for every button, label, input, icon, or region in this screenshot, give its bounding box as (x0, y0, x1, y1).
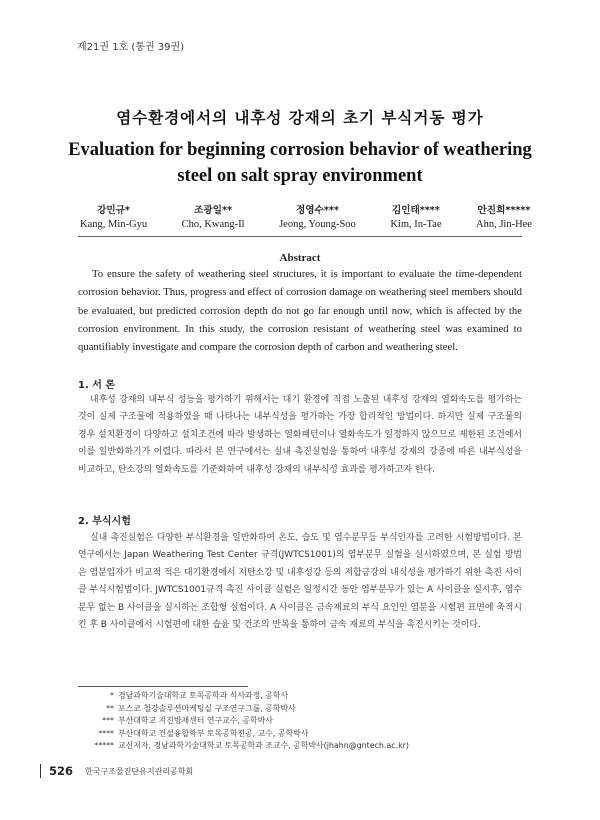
footnote-text: 포스코 철강솔루션마케팅실 구조연구그룹, 공학박사 (118, 703, 296, 713)
footnote-mark: **** (98, 728, 114, 738)
footnote (78, 728, 409, 741)
footnote-mark: ***** (94, 741, 114, 751)
footnote-text: 경남과학기술대학교 토목공학과 석사과정, 공학사 (118, 691, 289, 700)
author (476, 202, 532, 230)
abstract-body: To ensure the safety of weathering steel structures, it is important to evaluate the time-dependent corrosion behavior. Thus, progress and effect of corrosion damage on weathering steel members should be evaluated, but predicted corrosion depth do not go far enough until now, which is affected by the corrosion environment. In this study, the corrosion resistant of weathering steel was examined to quantifiably investigate and compare the corrosion depth of carbon and weathering steel. (78, 268, 522, 354)
footnote-divider (78, 686, 248, 687)
footnotes (78, 690, 409, 753)
english-title (60, 137, 540, 189)
footnote-mark: ** (106, 703, 114, 713)
section-body-corrosion-test: 실내 촉진실험은 다양한 부식환경을 일반화하여 온도, 습도 및 염수분무등 부식인자를 고려한 시험방법이다. 본 연구에서는 Japan Weathering Test Center 규격(JWTCS1001)의 염부분무 실험을 실시하였으며, 본 실험 방법은 염분입자가 비교적 적은 대기환경에서 저탄소강 및 내후성강 등의 저합금강의 내식성을 평가하기 위한 촉진 사이클 부식시험법이다. JWTCS1001규격 촉진 사이클 실험은 일정시간 동안 염부분무가 있는 A 사이클을 실시후, 염수분무 없는 B 사이클을 실시하는 조합형 실험이다. A 사이클은 금속재료의 부식 요인인 염분을 시험편 표면에 축적시킨 후 B 사이클에서 시험편에 대한 습윤 및 건조의 반복을 통하여 금속 재료의 부식을 촉진시키는 것이다. (78, 533, 522, 631)
author (182, 202, 245, 230)
section-heading-corrosion-test: 2. 부식시험 (78, 516, 131, 527)
author (390, 202, 441, 230)
author-name-ko: 강민규* (97, 205, 130, 216)
author-name-ko: 정영수*** (296, 205, 339, 216)
page-number: 526 (40, 764, 73, 778)
author-name-en: Cho, Kwang-Il (181, 219, 245, 230)
abstract-heading: Abstract (279, 252, 321, 264)
english-title-line-1: Evaluation for beginning corrosion behavior of weathering (68, 140, 532, 160)
author-name-en: Kang, Min-Gyu (80, 219, 148, 230)
author (80, 202, 147, 230)
footnote (78, 715, 409, 728)
author-name-ko: 조광일** (194, 205, 232, 216)
author-name-ko: 안진희***** (477, 205, 531, 216)
author-name-en: Ahn, Jin-Hee (475, 219, 532, 230)
korean-title: 염수환경에서의 내후성 강재의 초기 부식거동 평가 (116, 109, 484, 127)
section-body-introduction: 내후성 강재의 내부식 성능을 평가하기 위해서는 대기 환경에 직접 노출된 내후성 강재의 열화속도를 평가하는 것이 실제 구조물에 적용하였을 때 나타나는 내부식성을 평가하는 가장 합리적인 방법이다. 하지만 실제 구조물의 경우 설치환경이 다양하고 설치조건에 따라 발생하는 열화패턴이나 열화속도가 일정하지 않으므로 제한된 조건에서 이를 일반화하기가 어렵다. 따라서 본 연구에서는 실내 촉진실험을 통하여 내후성 강재의 강종에 따른 내부식성을 비교하고, 탄소강의 열화속도를 기준화하여 내후성 강재의 내부식성 효과를 평가하고자 한다. (78, 395, 522, 475)
author-divider (78, 236, 522, 237)
author-name-en: Jeong, Young-Soo (279, 219, 356, 230)
author (279, 202, 356, 230)
footnote-text: 부산대학교 지진방재센터 연구교수, 공학박사 (118, 716, 273, 726)
footnote (78, 690, 409, 703)
english-title-line-2: steel on salt spray environment (177, 166, 423, 186)
footnote-mark: * (110, 691, 114, 700)
footnote-text: 교신저자, 경남과학기술대학교 토목공학과 조교수, 공학박사(jhahn@gntech.ac.kr) (118, 741, 409, 751)
author-name-ko: 김인태**** (391, 205, 440, 216)
author-name-en: Kim, In-Tae (390, 219, 442, 230)
author-list (80, 202, 532, 230)
footnote-text: 부산대학교 건설융합학부 토목공학전공, 교수, 공학박사 (118, 728, 309, 738)
footnote-mark: *** (102, 716, 114, 726)
section-heading-introduction: 1. 서 론 (78, 380, 116, 391)
issue-header: 제21권 1호 (통권 39권) (77, 42, 185, 53)
journal-name: 한국구조물진단유지관리공학회 (85, 766, 194, 776)
footnote (78, 740, 409, 753)
footnote (78, 703, 409, 716)
page-footer (40, 764, 193, 778)
